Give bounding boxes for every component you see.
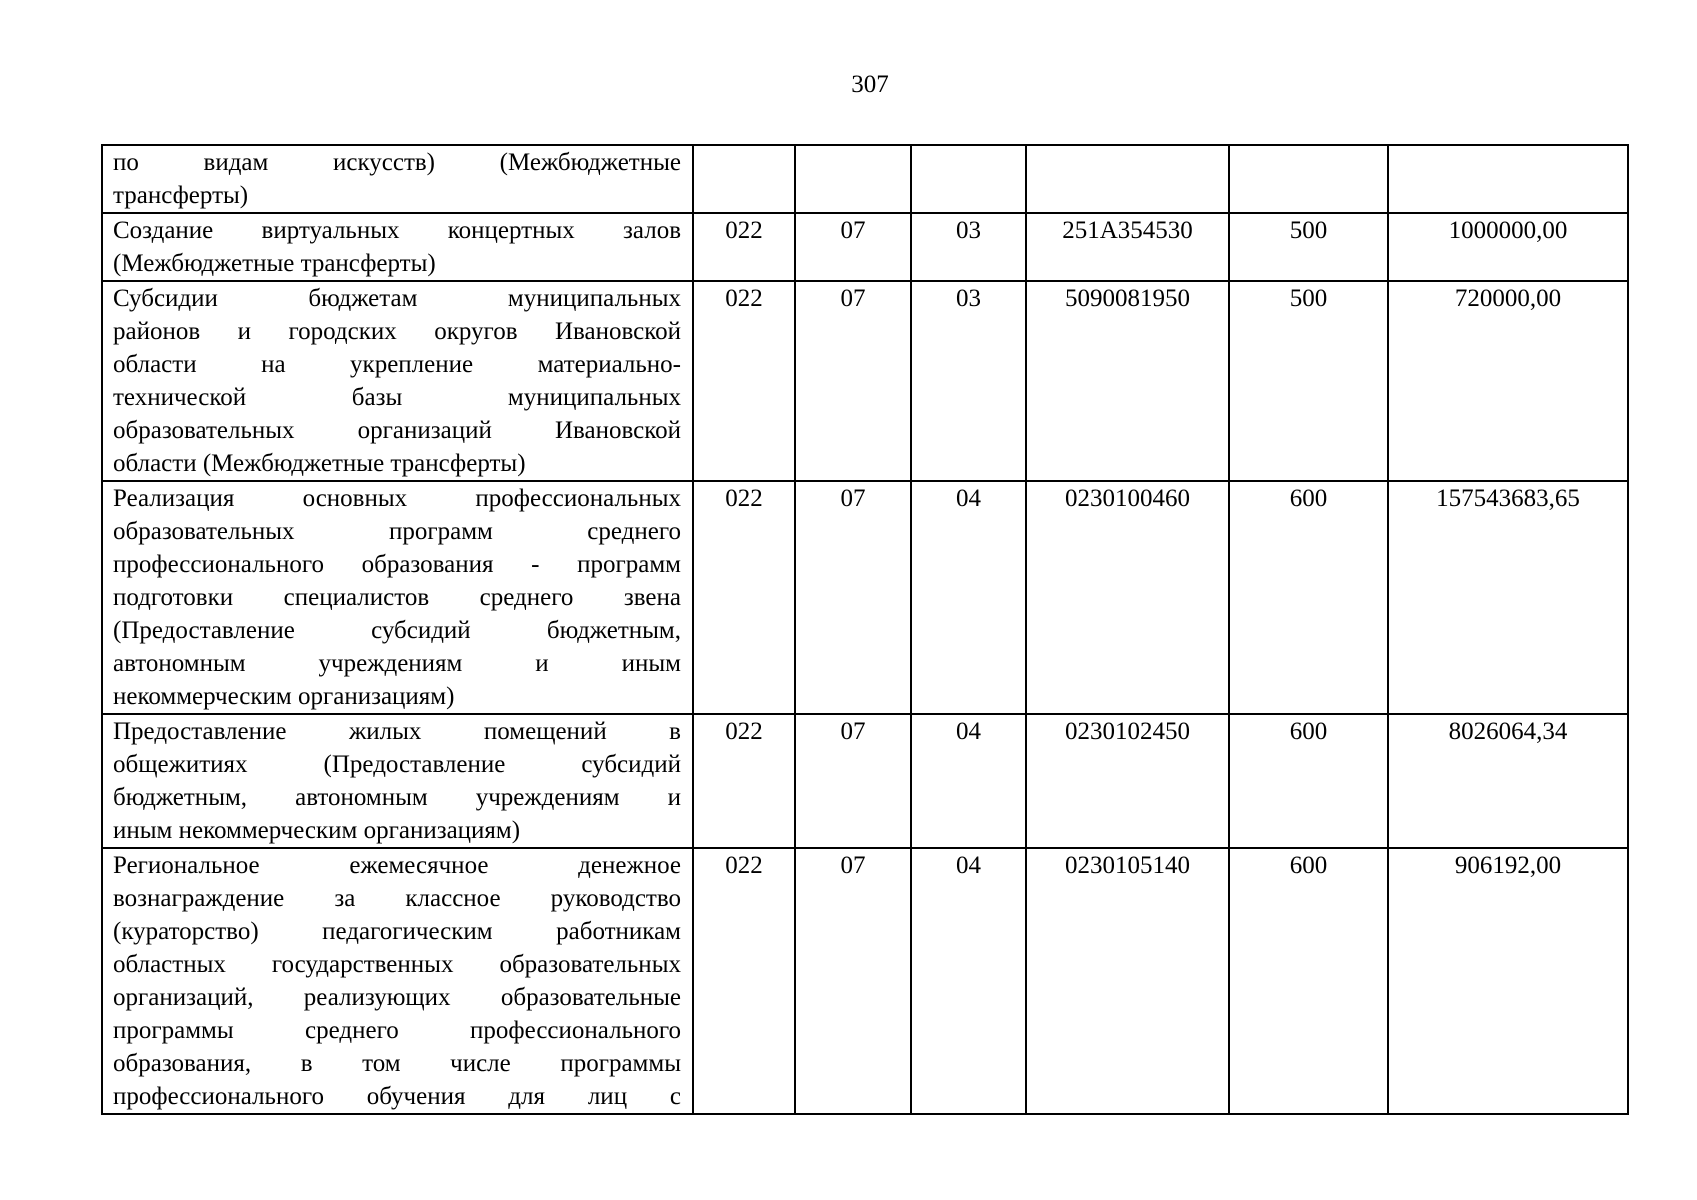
description-line: некоммерческим организациям) [113,683,455,710]
description-line: программы среднего профессионального [113,1017,681,1044]
description-line: общежитиях (Предоставление субсидий [113,751,681,778]
table-row [102,714,1628,848]
description-line: областных государственных образовательных [113,951,681,978]
description-line: вознаграждение за классное руководство [113,885,681,912]
description-line: Субсидии бюджетам муниципальных [113,285,681,312]
amount-cell: 906192,00 [1388,848,1628,1114]
page-number: 307 [851,71,889,98]
subsection-code-cell: 03 [911,213,1026,281]
description-line: технической базы муниципальных [113,384,681,411]
description-line: подготовки специалистов среднего звена [113,584,681,611]
amount-cell [1388,145,1628,213]
description-cell [102,213,693,281]
description-line: организаций, реализующих образовательные [113,984,681,1011]
description-line: Региональное ежемесячное денежное [113,852,681,879]
description-line: Реализация основных профессиональных [113,485,681,512]
subsection-code-cell: 04 [911,848,1026,1114]
expense-type-cell [1229,145,1388,213]
description-line: районов и городских округов Ивановской [113,318,681,345]
subsection-code-cell: 04 [911,481,1026,714]
target-item-cell: 251А354530 [1026,213,1229,281]
subsection-code-cell [911,145,1026,213]
amount-cell: 157543683,65 [1388,481,1628,714]
description-cell [102,281,693,481]
section-code-cell: 07 [795,714,911,848]
table-row [102,213,1628,281]
subsection-code-cell: 04 [911,714,1026,848]
admin-code-cell: 022 [693,213,795,281]
expense-type-cell: 600 [1229,481,1388,714]
description-line: области (Межбюджетные трансферты) [113,450,526,477]
expense-type-cell: 600 [1229,714,1388,848]
description-line: Предоставление жилых помещений в [113,718,681,745]
admin-code-cell: 022 [693,714,795,848]
description-line: образовательных организаций Ивановской [113,417,681,444]
section-code-cell: 07 [795,213,911,281]
section-code-cell [795,145,911,213]
target-item-cell: 5090081950 [1026,281,1229,481]
description-line: (кураторство) педагогическим работникам [113,918,681,945]
description-line: области на укрепление материально- [113,351,681,378]
description-line: Создание виртуальных концертных залов [113,217,681,244]
amount-cell: 8026064,34 [1388,714,1628,848]
description-cell [102,714,693,848]
description-line: по видам искусств) (Межбюджетные [113,149,681,176]
admin-code-cell: 022 [693,848,795,1114]
description-line: бюджетным, автономным учреждениям и [113,784,681,811]
admin-code-cell [693,145,795,213]
description-line: профессионального образования - программ [113,551,681,578]
target-item-cell: 0230102450 [1026,714,1229,848]
budget-table [101,144,1629,1115]
description-line: образования, в том числе программы [113,1050,681,1077]
expense-type-cell: 500 [1229,281,1388,481]
description-cell [102,481,693,714]
table-row [102,281,1628,481]
admin-code-cell: 022 [693,481,795,714]
section-code-cell: 07 [795,281,911,481]
subsection-code-cell: 03 [911,281,1026,481]
expense-type-cell: 600 [1229,848,1388,1114]
target-item-cell: 0230105140 [1026,848,1229,1114]
admin-code-cell: 022 [693,281,795,481]
description-line: (Межбюджетные трансферты) [113,250,436,277]
table-row [102,145,1628,213]
description-line: трансферты) [113,182,249,209]
expense-type-cell: 500 [1229,213,1388,281]
description-cell [102,145,693,213]
amount-cell: 720000,00 [1388,281,1628,481]
section-code-cell: 07 [795,481,911,714]
description-line: (Предоставление субсидий бюджетным, [113,617,681,644]
target-item-cell: 0230100460 [1026,481,1229,714]
table-row [102,481,1628,714]
description-line: профессионального обучения для лиц с [113,1083,681,1110]
target-item-cell [1026,145,1229,213]
description-line: иным некоммерческим организациям) [113,817,521,844]
description-cell [102,848,693,1114]
amount-cell: 1000000,00 [1388,213,1628,281]
table-row [102,848,1628,1114]
table-body [102,145,1628,1114]
section-code-cell: 07 [795,848,911,1114]
description-line: автономным учреждениям и иным [113,650,681,677]
description-line: образовательных программ среднего [113,518,681,545]
